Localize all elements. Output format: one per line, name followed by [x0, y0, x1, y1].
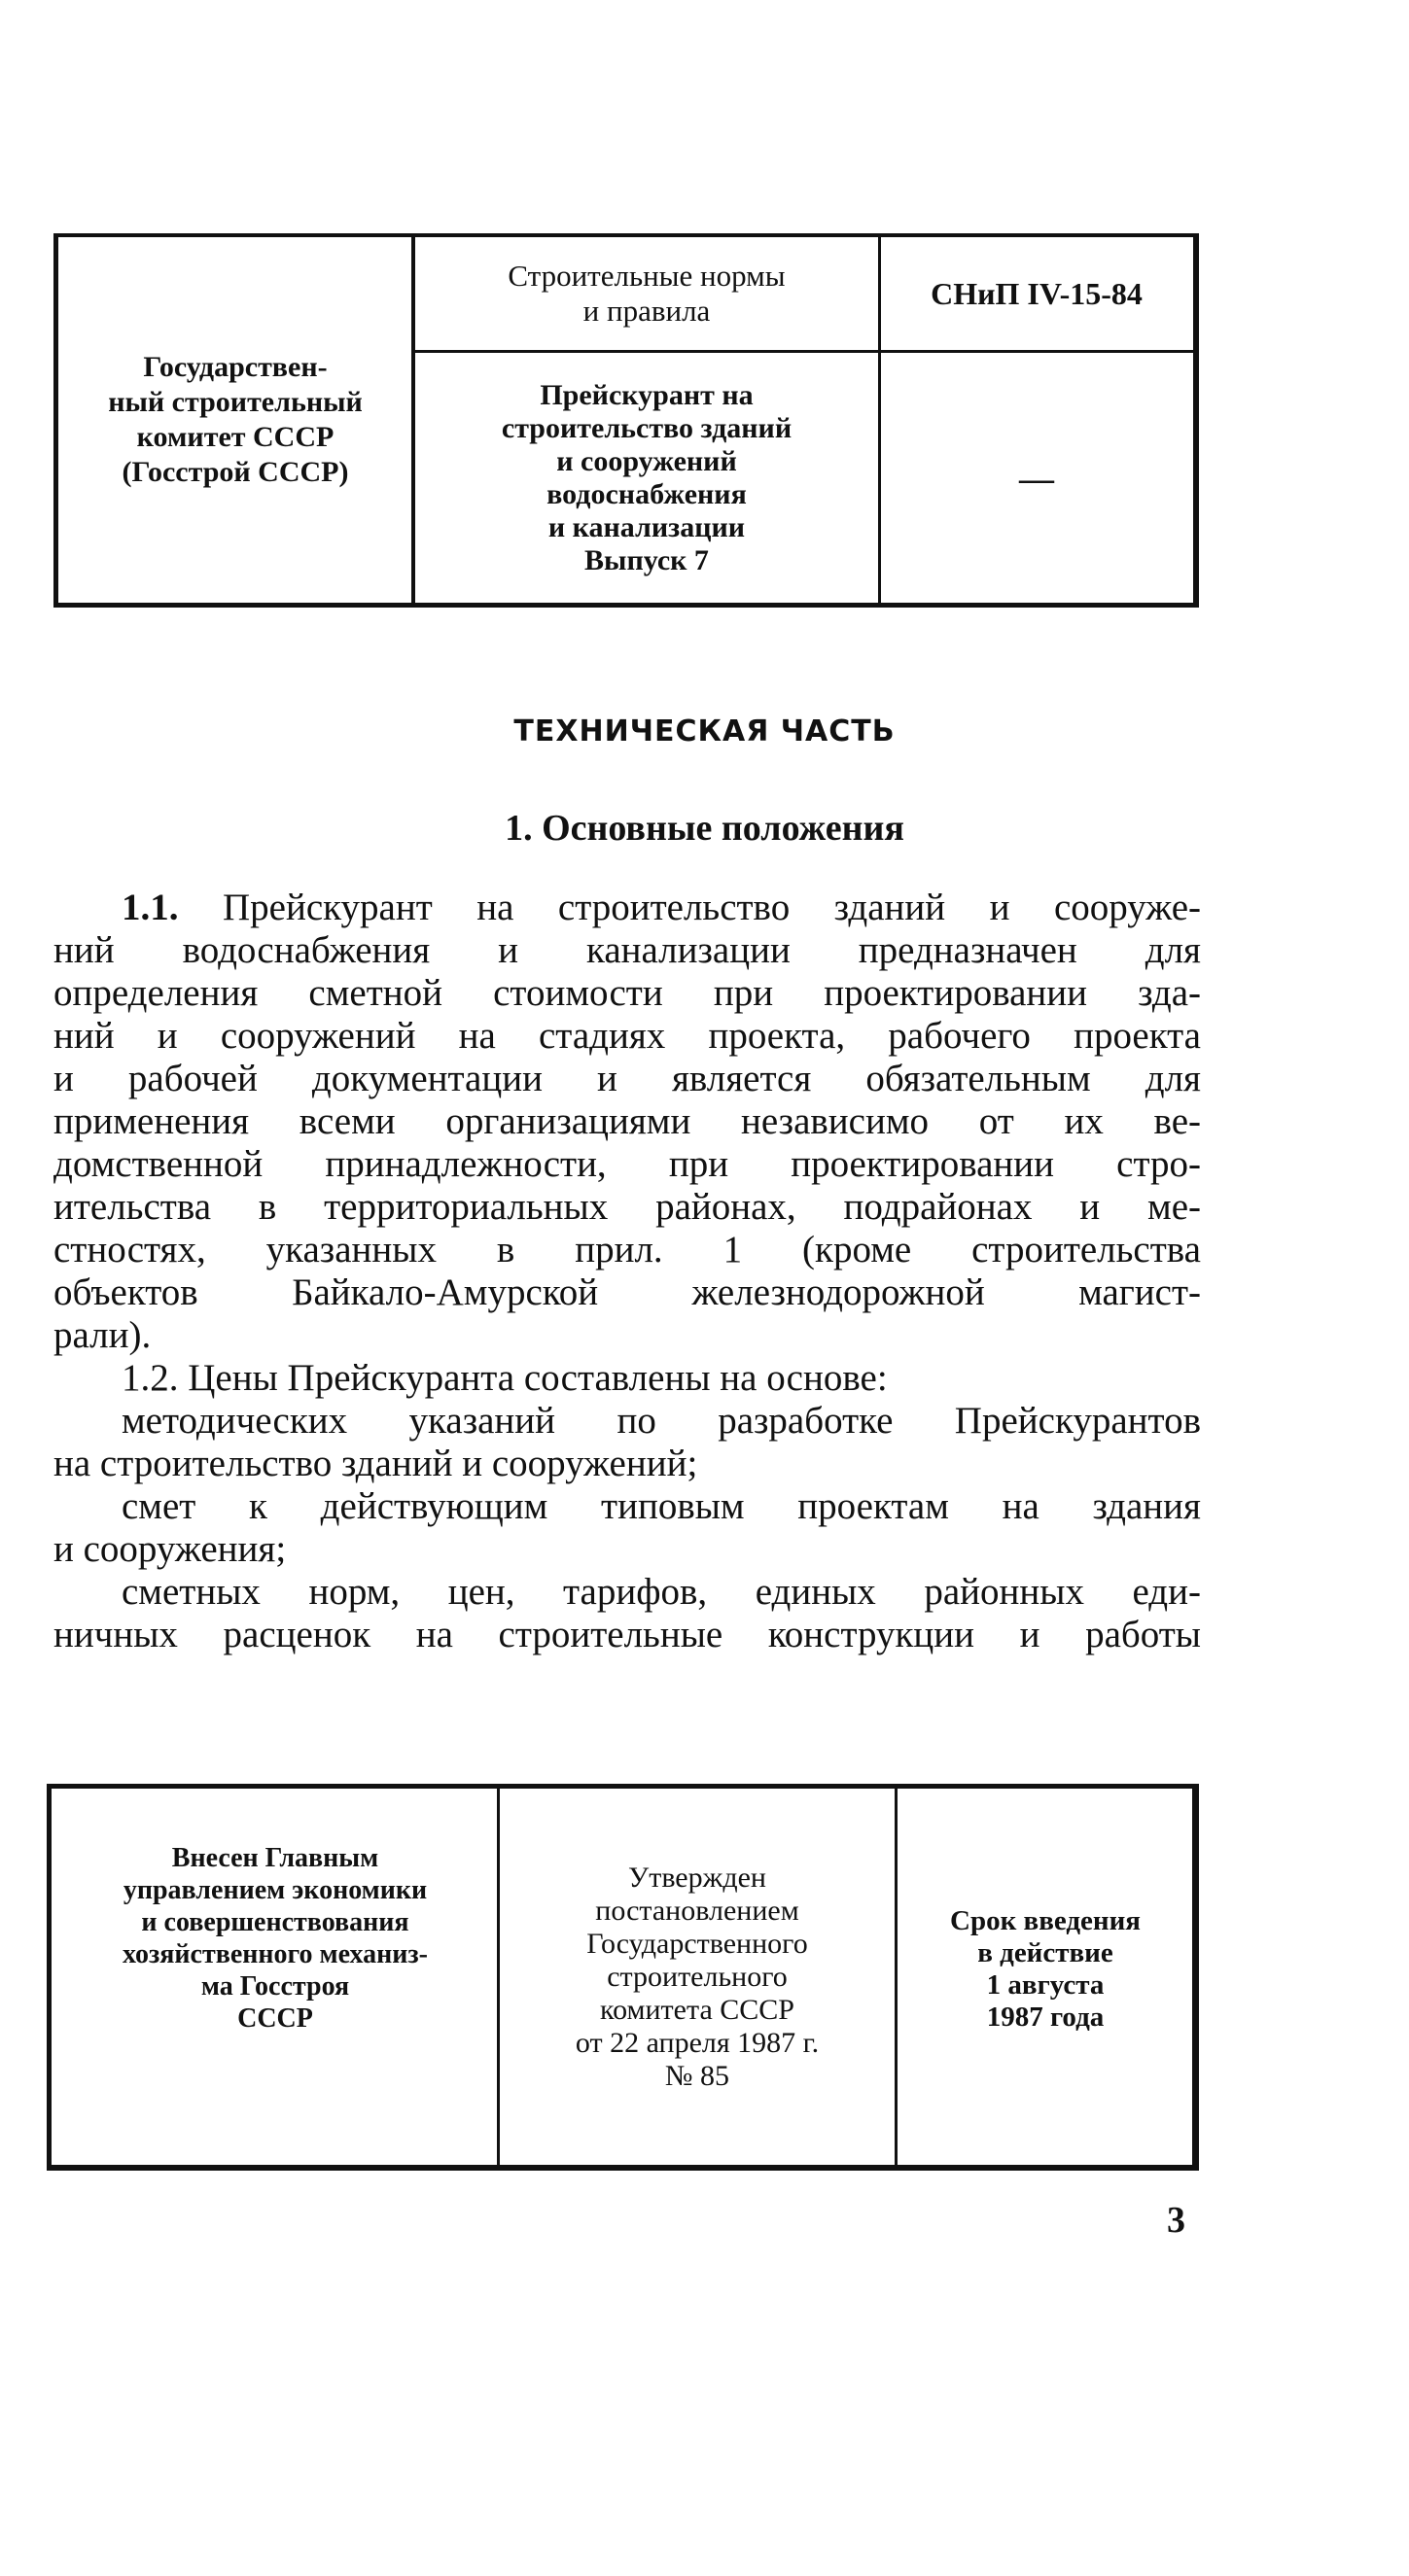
header-table-right-border — [1193, 233, 1199, 605]
document-dash: — — [1019, 459, 1054, 498]
paragraph-1-line-4: ний и сооружений на стадиях проекта, рабочего проекта — [53, 1015, 1201, 1057]
paragraph-1-line-5: и рабочей документации и является обязательным для — [53, 1058, 1201, 1099]
footer-table-top-rule — [47, 1784, 1199, 1789]
document-code: СНиП IV-15-84 — [931, 276, 1143, 311]
paragraph-2-line-1-text: Цены Прейскуранта составлены на основе: — [188, 1357, 888, 1399]
submitted-by: Внесен Главным управлением экономики и совершенствования хозяйственного механиз- ма Госстроя СССР — [123, 1843, 428, 2034]
header-table-divider-2 — [878, 233, 881, 605]
paragraph-3-line-2: на строительство зданий и сооружений; — [53, 1443, 698, 1484]
paragraph-1-line-3: определения сметной стоимости при проектировании зда- — [53, 972, 1201, 1014]
effective-date: Срок введения в действие 1 августа 1987 года — [950, 1905, 1141, 2033]
paragraph-1-line-11: рали). — [53, 1314, 152, 1356]
page-number: 3 — [1167, 2200, 1185, 2241]
paragraph-2-number: 1.2. — [122, 1357, 179, 1399]
paragraph-1-line-2: ний водоснабжения и канализации предназначен для — [53, 929, 1201, 971]
issuing-authority: Государствен- ный строительный комитет СССР (Госстрой СССР) — [108, 351, 363, 488]
footer-table-divider-1 — [497, 1784, 500, 2169]
footer-table-divider-2 — [895, 1784, 898, 2169]
header-table — [53, 233, 1199, 608]
footer-table-bottom-rule — [47, 2165, 1199, 2171]
footer-table — [47, 1784, 1199, 2171]
header-table-divider-1 — [411, 233, 415, 605]
paragraph-2-line-1 — [53, 1357, 1201, 1400]
document-type: Строительные нормы и правила — [508, 259, 786, 328]
header-table-left-border — [53, 233, 58, 605]
approved-by: Утвержден постановлением Государственного строительного комитета СССР от 22 апреля 1987 г. № 85 — [575, 1862, 820, 2092]
section-heading: 1. Основные положения — [505, 808, 904, 849]
paragraph-1-line-6: применения всеми организациями независимо от их ве- — [53, 1100, 1201, 1142]
technical-part-heading: ТЕХНИЧЕСКАЯ ЧАСТЬ — [513, 714, 896, 748]
paragraph-1-line-1 — [53, 887, 1201, 929]
footer-table-left-border — [47, 1784, 52, 2169]
paragraph-1-line-8: ительства в территориальных районах, подрайонах и ме- — [53, 1186, 1201, 1228]
header-table-bottom-rule — [53, 603, 1199, 608]
paragraph-1-line-10: объектов Байкало-Амурской железнодорожной магист- — [53, 1271, 1201, 1313]
footer-table-right-border — [1192, 1784, 1199, 2169]
paragraph-1-line-1-text: Прейскурант на строительство зданий и сооруже- — [222, 887, 1201, 928]
header-table-middle-rule — [415, 350, 1199, 353]
paragraph-1-number: 1.1. — [122, 887, 179, 928]
paragraph-1-line-9: стностях, указанных в прил. 1 (кроме строительства — [53, 1229, 1201, 1271]
paragraph-5-line-1: сметных норм, цен, тарифов, единых районных еди- — [122, 1571, 1201, 1613]
paragraph-4-line-2: и сооружения; — [53, 1528, 287, 1570]
document-title: Прейскурант на строительство зданий и сооружений водоснабжения и канализации Выпуск 7 — [501, 379, 793, 576]
body-text — [53, 887, 1201, 1656]
paragraph-5-line-2: ничных расценок на строительные конструкции и работы — [53, 1614, 1201, 1655]
paragraph-4-line-1: смет к действующим типовым проектам на здания — [122, 1485, 1201, 1527]
paragraph-3-line-1: методических указаний по разработке Прейскурантов — [122, 1400, 1201, 1442]
paragraph-1-line-7: домственной принадлежности, при проектировании стро- — [53, 1143, 1201, 1185]
